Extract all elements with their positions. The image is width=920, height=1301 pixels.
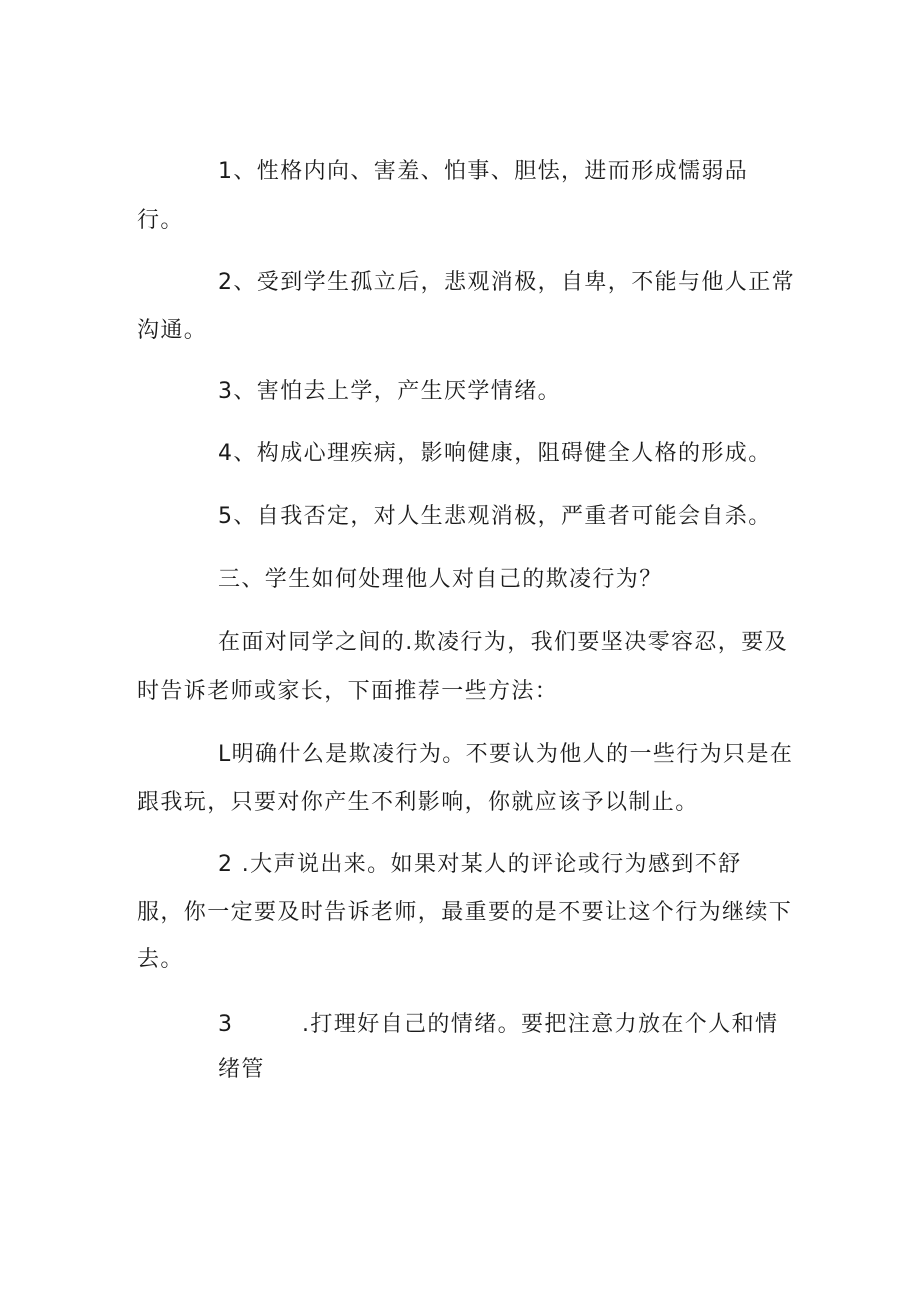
paragraph-1-line-2: 行。 bbox=[137, 208, 184, 233]
paragraph-3: 3、害怕去上学，产生厌学情绪。 bbox=[218, 379, 561, 404]
paragraph-4: 4、构成心理疾病，影响健康，阻碍健全人格的形成。 bbox=[218, 441, 772, 466]
paragraph-2-line-2: 沟通。 bbox=[137, 318, 208, 343]
paragraph-5: 5、自我否定，对人生悲观消极，严重者可能会自杀。 bbox=[218, 504, 772, 529]
method-2-line-1: 2 .大声说出来。如果对某人的评论或行为感到不舒 bbox=[218, 852, 742, 877]
paragraph-1-line-1: 1、性格内向、害羞、怕事、胆怯，进而形成懦弱品 bbox=[218, 159, 749, 184]
method-2-line-2: 服，你一定要及时告诉老师，最重要的是不要让这个行为继续下 bbox=[137, 900, 793, 925]
method-1-line-1: L明确什么是欺凌行为。不要认为他人的一些行为只是在 bbox=[218, 742, 794, 767]
paragraph-6-line-2: 时告诉老师或家长，下面推荐一些方法： bbox=[137, 679, 559, 704]
method-3-text: .打理好自己的情绪。要把注意力放在个人和情 bbox=[302, 1012, 779, 1037]
section-heading-3: 三、学生如何处理他人对自己的欺凌行为？ bbox=[218, 567, 663, 592]
method-3-line-2: 绪管 bbox=[218, 1057, 265, 1082]
method-3-number: 3 bbox=[218, 1012, 234, 1037]
method-2-line-3: 去。 bbox=[137, 947, 184, 972]
method-1-line-2: 跟我玩，只要对你产生不利影响，你就应该予以制止。 bbox=[137, 790, 699, 815]
method-3-line-1 bbox=[218, 1010, 778, 1040]
paragraph-6-line-1: 在面对同学之间的.欺凌行为，我们要坚决零容忍，要及 bbox=[218, 630, 788, 655]
paragraph-2-line-1: 2、受到学生孤立后，悲观消极，自卑，不能与他人正常 bbox=[218, 270, 795, 295]
